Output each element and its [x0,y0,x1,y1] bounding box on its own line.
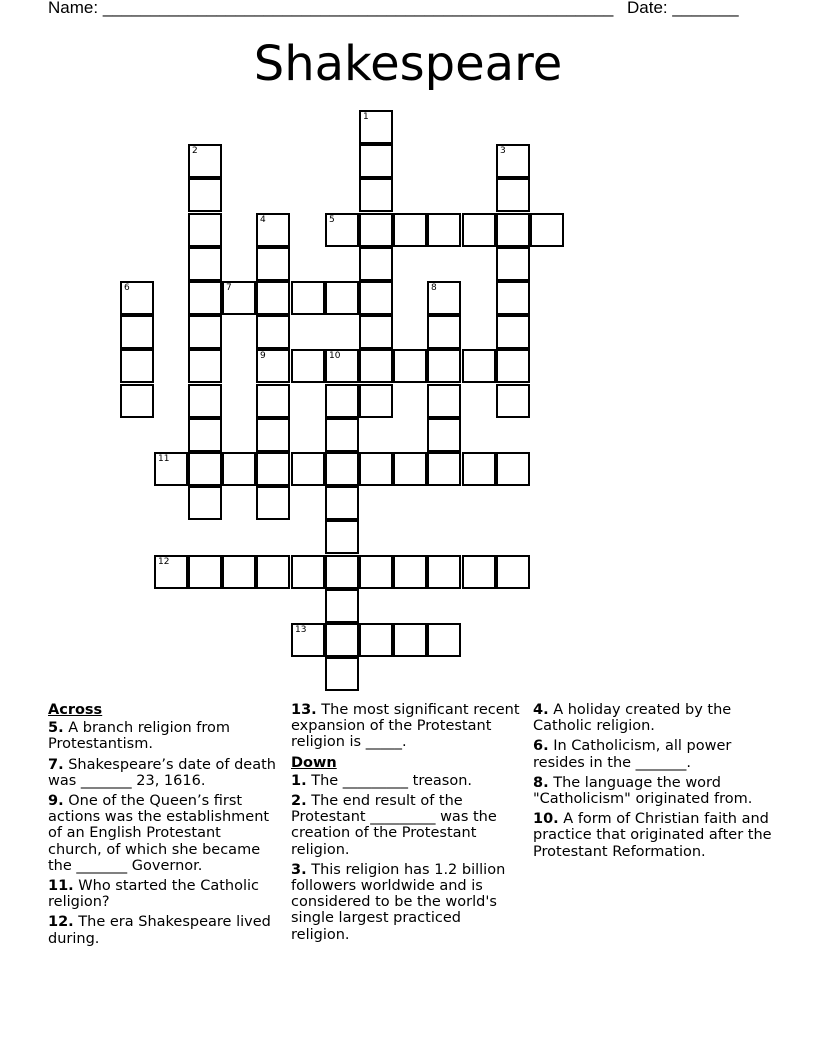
across-heading: Across [48,702,103,718]
crossword-cell[interactable] [427,418,461,452]
crossword-cell[interactable] [291,555,325,589]
crossword-cell[interactable] [188,315,222,349]
crossword-cell[interactable] [256,452,290,486]
crossword-cell[interactable] [496,315,530,349]
crossword-cell[interactable] [188,384,222,418]
crossword-cell[interactable] [427,555,461,589]
crossword-cell[interactable] [256,384,290,418]
crossword-cell[interactable] [120,384,154,418]
crossword-cell[interactable] [325,281,359,315]
clue-number: 13 [295,625,307,635]
crossword-cell[interactable] [188,281,222,315]
crossword-cell[interactable] [393,623,427,657]
clue-down-4: 4. A holiday created by the Catholic religion. [533,702,732,735]
crossword-cell[interactable] [427,384,461,418]
clue-number: 10 [329,351,341,361]
crossword-cell[interactable] [496,144,530,178]
clue-column-1 [48,702,278,951]
crossword-cell[interactable] [188,213,222,247]
page-title: Shakespeare [253,36,563,92]
date-line[interactable]: _______ [672,0,739,17]
crossword-cell[interactable] [427,623,461,657]
crossword-cell[interactable] [120,315,154,349]
crossword-cell[interactable] [256,213,290,247]
clue-across-5: 5. A branch religion from Protestantism. [48,720,231,753]
clue-across-11: 11. Who started the Catholic religion? [48,878,260,911]
crossword-cell[interactable] [325,213,359,247]
crossword-cell[interactable] [154,452,188,486]
crossword-cell[interactable] [188,144,222,178]
crossword-cell[interactable] [496,452,530,486]
crossword-cell[interactable] [359,349,393,383]
crossword-cell[interactable] [462,349,496,383]
crossword-cell[interactable] [256,486,290,520]
crossword-cell[interactable] [496,178,530,212]
crossword-cell[interactable] [222,452,256,486]
date-label: Date: [627,0,668,17]
clue-number: 8 [431,283,437,293]
crossword-cell[interactable] [188,178,222,212]
crossword-cell[interactable] [325,589,359,623]
name-label: Name: [48,0,99,17]
crossword-cell[interactable] [325,486,359,520]
clue-number: 1 [363,112,369,122]
clue-down-10: 10. A form of Christian faith and practice that originated after the Protestant Reformation. [533,811,772,860]
crossword-cell[interactable] [359,144,393,178]
crossword-cell[interactable] [359,110,393,144]
crossword-cell[interactable] [291,452,325,486]
clue-number: 6 [124,283,130,293]
clue-number: 12 [158,557,170,567]
crossword-cell[interactable] [291,623,325,657]
crossword-cell[interactable] [359,555,393,589]
crossword-cell[interactable] [154,555,188,589]
crossword-cell[interactable] [256,418,290,452]
crossword-cell[interactable] [325,555,359,589]
clue-down-6: 6. In Catholicism, all power resides in the _______. [533,738,732,771]
clue-across-13: 13. The most significant recent expansion of the Protestant religion is _____. [291,702,520,751]
crossword-cell[interactable] [393,349,427,383]
crossword-cell[interactable] [530,213,564,247]
crossword-cell[interactable] [188,555,222,589]
crossword-cell[interactable] [120,349,154,383]
crossword-cell[interactable] [256,281,290,315]
crossword-cell[interactable] [325,384,359,418]
crossword-cell[interactable] [256,349,290,383]
crossword-cell[interactable] [188,418,222,452]
crossword-cell[interactable] [393,555,427,589]
crossword-cell[interactable] [120,281,154,315]
crossword-cell[interactable] [462,452,496,486]
crossword-cell[interactable] [393,452,427,486]
crossword-cell[interactable] [427,315,461,349]
crossword-cell[interactable] [359,452,393,486]
crossword-cell[interactable] [427,281,461,315]
clue-column-3 [533,702,773,864]
crossword-cell[interactable] [325,349,359,383]
crossword-cell[interactable] [496,555,530,589]
name-field [48,0,613,18]
crossword-cell[interactable] [359,315,393,349]
crossword-cell[interactable] [256,315,290,349]
clue-down-8: 8. The language the word "Catholicism" originated from. [533,774,753,808]
crossword-cell[interactable] [496,384,530,418]
crossword-cell[interactable] [359,178,393,212]
crossword-cell[interactable] [427,452,461,486]
clue-number: 5 [329,215,335,225]
crossword-cell[interactable] [462,213,496,247]
crossword-cell[interactable] [291,281,325,315]
crossword-cell[interactable] [462,555,496,589]
clue-column-2 [291,702,523,947]
clue-number: 2 [192,146,198,156]
crossword-cell[interactable] [188,349,222,383]
crossword-cell[interactable] [188,247,222,281]
crossword-cell[interactable] [393,213,427,247]
crossword-cell[interactable] [496,281,530,315]
name-line[interactable]: ______________________________________________________ [102,0,614,17]
clue-across-12: 12. The era Shakespeare lived during. [48,914,271,947]
crossword-cell[interactable] [291,349,325,383]
crossword-cell[interactable] [325,657,359,691]
clue-down-3: 3. This religion has 1.2 billion followers worldwide and is considered to be the world's single largest practiced religion. [291,861,506,943]
crossword-cell[interactable] [325,520,359,554]
crossword-cell[interactable] [359,213,393,247]
crossword-cell[interactable] [427,349,461,383]
clue-across-7: 7. Shakespeare’s date of death was _______ 23, 1616. [48,756,276,789]
clue-number: 9 [260,351,266,361]
crossword-cell[interactable] [325,623,359,657]
crossword-cell[interactable] [222,555,256,589]
clue-number: 7 [226,283,232,293]
clue-down-2: 2. The end result of the Protestant _________ was the creation of the Protestant religion. [291,793,497,858]
crossword-cell[interactable] [496,247,530,281]
crossword-cell[interactable] [256,247,290,281]
clue-across-9: 9. One of the Queen’s first actions was the establishment of an English Protestant church, of which she became the _______ Governor. [48,793,270,874]
crossword-cell[interactable] [359,281,393,315]
crossword-cell[interactable] [188,486,222,520]
crossword-cell[interactable] [188,452,222,486]
crossword-cell[interactable] [359,384,393,418]
crossword-cell[interactable] [496,349,530,383]
crossword-cell[interactable] [427,213,461,247]
crossword-cell[interactable] [359,247,393,281]
crossword-cell[interactable] [496,213,530,247]
crossword-cell[interactable] [256,555,290,589]
clue-number: 11 [158,454,170,464]
crossword-cell[interactable] [222,281,256,315]
date-field [627,0,739,18]
down-heading: Down [291,754,337,771]
crossword-cell[interactable] [325,452,359,486]
clue-down-1: 1. The _________ treason. [291,772,473,789]
clue-number: 4 [260,215,266,225]
clue-number: 3 [500,146,506,156]
crossword-cell[interactable] [359,623,393,657]
crossword-cell[interactable] [325,418,359,452]
